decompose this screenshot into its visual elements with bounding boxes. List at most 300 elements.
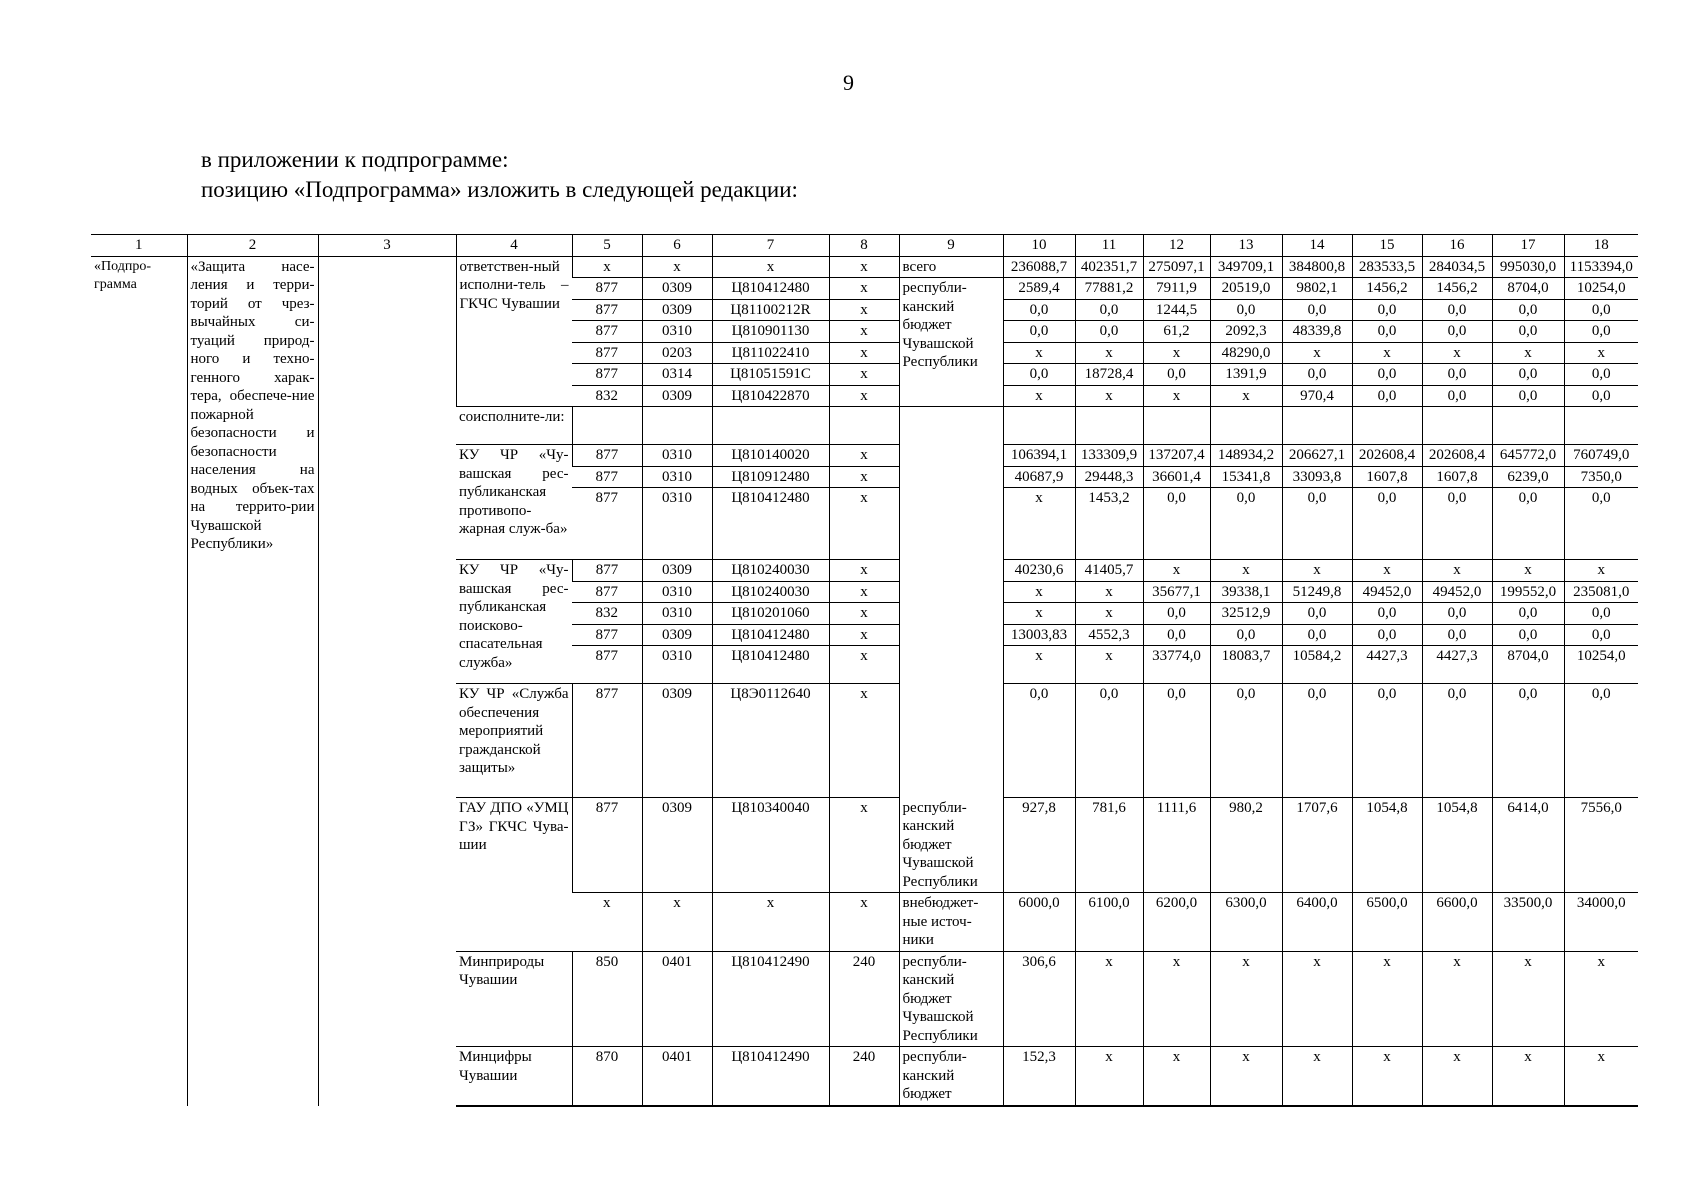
amount-cell: 202608,4 bbox=[1422, 445, 1492, 467]
amount-cell: 8704,0 bbox=[1492, 646, 1564, 684]
amount-cell: х bbox=[1422, 1047, 1492, 1106]
amount-cell: 20519,0 bbox=[1210, 278, 1282, 300]
amount-cell: 0,0 bbox=[1352, 299, 1422, 321]
amount-cell: 15341,8 bbox=[1210, 466, 1282, 488]
code-cell: х bbox=[572, 256, 642, 278]
amount-cell: 10584,2 bbox=[1282, 646, 1352, 684]
amount-cell: х bbox=[1003, 603, 1075, 625]
amount-cell: 49452,0 bbox=[1422, 581, 1492, 603]
code-cell: 0309 bbox=[642, 624, 712, 646]
amount-cell: х bbox=[1352, 951, 1422, 1047]
amount-cell: х bbox=[1282, 951, 1352, 1047]
code-cell: 877 bbox=[572, 299, 642, 321]
amount-cell: 133309,9 bbox=[1075, 445, 1143, 467]
table-cell bbox=[1564, 407, 1638, 445]
amount-cell: 0,0 bbox=[1492, 299, 1564, 321]
code-cell: Ц810901130 bbox=[712, 321, 829, 343]
amount-cell: 0,0 bbox=[1282, 488, 1352, 560]
code-cell: Ц811022410 bbox=[712, 342, 829, 364]
code-cell: х bbox=[829, 798, 899, 893]
amount-cell: 0,0 bbox=[1564, 624, 1638, 646]
table-cell bbox=[1422, 407, 1492, 445]
code-cell: 877 bbox=[572, 798, 642, 893]
header-cell: 17 bbox=[1492, 235, 1564, 257]
code-cell: х bbox=[829, 646, 899, 684]
amount-cell: 0,0 bbox=[1422, 488, 1492, 560]
intro-line-2: позицию «Подпрограмма» изложить в следующей редакции: bbox=[201, 177, 798, 202]
amount-cell: х bbox=[1210, 560, 1282, 582]
amount-cell: 0,0 bbox=[1492, 624, 1564, 646]
amount-cell: 0,0 bbox=[1210, 624, 1282, 646]
code-cell: Ц8Э0112640 bbox=[712, 684, 829, 798]
amount-cell: 106394,1 bbox=[1003, 445, 1075, 467]
amount-cell: 306,6 bbox=[1003, 951, 1075, 1047]
funding-source: всего bbox=[899, 256, 1003, 278]
header-cell: 15 bbox=[1352, 235, 1422, 257]
amount-cell: 48290,0 bbox=[1210, 342, 1282, 364]
amount-cell: 283533,5 bbox=[1352, 256, 1422, 278]
executor-fire-service: КУ ЧР «Чу-вашская рес-публиканская противопо-жарная служ-ба» bbox=[456, 445, 572, 560]
amount-cell: 0,0 bbox=[1422, 624, 1492, 646]
amount-cell: 0,0 bbox=[1352, 684, 1422, 798]
amount-cell: х bbox=[1282, 1047, 1352, 1106]
amount-cell: 0,0 bbox=[1422, 299, 1492, 321]
table-cell bbox=[642, 407, 712, 445]
table-cell bbox=[1075, 407, 1143, 445]
amount-cell: 0,0 bbox=[1422, 385, 1492, 407]
amount-cell: 236088,7 bbox=[1003, 256, 1075, 278]
amount-cell: 0,0 bbox=[1352, 321, 1422, 343]
table-cell bbox=[829, 407, 899, 445]
code-cell: Ц81051591С bbox=[712, 364, 829, 386]
amount-cell: 970,4 bbox=[1282, 385, 1352, 407]
amount-cell: 7350,0 bbox=[1564, 466, 1638, 488]
amount-cell: 40687,9 bbox=[1003, 466, 1075, 488]
code-cell: Ц810412480 bbox=[712, 624, 829, 646]
funding-source: республи-канский бюджет Чувашской Республики bbox=[899, 798, 1003, 893]
code-cell: х bbox=[572, 893, 642, 952]
amount-cell: 7911,9 bbox=[1143, 278, 1210, 300]
code-cell: х bbox=[829, 445, 899, 467]
amount-cell: х bbox=[1003, 488, 1075, 560]
amount-cell: 0,0 bbox=[1492, 385, 1564, 407]
amount-cell: 0,0 bbox=[1003, 299, 1075, 321]
code-cell: 877 bbox=[572, 581, 642, 603]
header-cell: 16 bbox=[1422, 235, 1492, 257]
code-cell: 870 bbox=[572, 1047, 642, 1106]
code-cell: Ц810412480 bbox=[712, 646, 829, 684]
amount-cell: 2092,3 bbox=[1210, 321, 1282, 343]
amount-cell: 41405,7 bbox=[1075, 560, 1143, 582]
amount-cell: х bbox=[1075, 342, 1143, 364]
amount-cell: 29448,3 bbox=[1075, 466, 1143, 488]
amount-cell: 0,0 bbox=[1564, 385, 1638, 407]
amount-cell: 0,0 bbox=[1564, 299, 1638, 321]
executor-training-center: ГАУ ДПО «УМЦ ГЗ» ГКЧС Чува-шии bbox=[456, 798, 572, 952]
header-cell: 13 bbox=[1210, 235, 1282, 257]
amount-cell: 0,0 bbox=[1282, 299, 1352, 321]
code-cell: Ц810422870 bbox=[712, 385, 829, 407]
amount-cell: 1054,8 bbox=[1352, 798, 1422, 893]
table-cell bbox=[1143, 407, 1210, 445]
header-cell: 6 bbox=[642, 235, 712, 257]
amount-cell: 0,0 bbox=[1492, 488, 1564, 560]
amount-cell: 6200,0 bbox=[1143, 893, 1210, 952]
amount-cell: 0,0 bbox=[1282, 603, 1352, 625]
amount-cell: 0,0 bbox=[1352, 364, 1422, 386]
amount-cell: 0,0 bbox=[1492, 364, 1564, 386]
code-cell: х bbox=[829, 299, 899, 321]
amount-cell: х bbox=[1003, 646, 1075, 684]
code-cell: 877 bbox=[572, 684, 642, 798]
executor-mincifry: Минцифры Чувашии bbox=[456, 1047, 572, 1106]
amount-cell: 0,0 bbox=[1352, 385, 1422, 407]
amount-cell: 51249,8 bbox=[1282, 581, 1352, 603]
amount-cell: 33774,0 bbox=[1143, 646, 1210, 684]
amount-cell: 2589,4 bbox=[1003, 278, 1075, 300]
amount-cell: 0,0 bbox=[1282, 684, 1352, 798]
amount-cell: 284034,5 bbox=[1422, 256, 1492, 278]
amount-cell: 148934,2 bbox=[1210, 445, 1282, 467]
amount-cell: 0,0 bbox=[1422, 603, 1492, 625]
header-cell: 18 bbox=[1564, 235, 1638, 257]
code-cell: 0310 bbox=[642, 321, 712, 343]
amount-cell: 1153394,0 bbox=[1564, 256, 1638, 278]
amount-cell: 0,0 bbox=[1422, 364, 1492, 386]
code-cell: 0401 bbox=[642, 951, 712, 1047]
amount-cell: х bbox=[1492, 1047, 1564, 1106]
amount-cell: 0,0 bbox=[1143, 364, 1210, 386]
amount-cell: х bbox=[1075, 581, 1143, 603]
amount-cell: 33500,0 bbox=[1492, 893, 1564, 952]
amount-cell: 0,0 bbox=[1143, 624, 1210, 646]
amount-cell: 137207,4 bbox=[1143, 445, 1210, 467]
amount-cell: 0,0 bbox=[1564, 364, 1638, 386]
subprogram-name: «Защита насе-ления и терри-торий от чрез-вычайных си-туаций природ-ного и техно-генного харак-тера, обеспече-ние пожарной безопасности и безопасности населения на водных объек-тах на террито-рии Чувашской Республики» bbox=[187, 256, 318, 1106]
code-cell: х bbox=[829, 581, 899, 603]
intro-line-1: в приложении к подпрограмме: bbox=[201, 147, 509, 172]
amount-cell: 0,0 bbox=[1564, 321, 1638, 343]
code-cell: 0309 bbox=[642, 278, 712, 300]
code-cell: 0310 bbox=[642, 603, 712, 625]
amount-cell: 1707,6 bbox=[1282, 798, 1352, 893]
amount-cell: 10254,0 bbox=[1564, 646, 1638, 684]
amount-cell: 6300,0 bbox=[1210, 893, 1282, 952]
table-cell bbox=[1210, 407, 1282, 445]
amount-cell: 18728,4 bbox=[1075, 364, 1143, 386]
header-cell: 9 bbox=[899, 235, 1003, 257]
code-cell: 240 bbox=[829, 1047, 899, 1106]
amount-cell: х bbox=[1143, 385, 1210, 407]
code-cell: 877 bbox=[572, 488, 642, 560]
amount-cell: х bbox=[1564, 560, 1638, 582]
code-cell: 877 bbox=[572, 445, 642, 467]
amount-cell: 34000,0 bbox=[1564, 893, 1638, 952]
subprogram-label: «Подпро-грамма bbox=[94, 258, 151, 292]
code-cell: Ц810412490 bbox=[712, 951, 829, 1047]
code-cell: х bbox=[712, 256, 829, 278]
code-cell: х bbox=[829, 560, 899, 582]
table-cell bbox=[712, 407, 829, 445]
code-cell: 0310 bbox=[642, 646, 712, 684]
code-cell: х bbox=[829, 488, 899, 560]
amount-cell: 0,0 bbox=[1564, 684, 1638, 798]
amount-cell: 199552,0 bbox=[1492, 581, 1564, 603]
table-cell bbox=[1352, 407, 1422, 445]
code-cell: 0310 bbox=[642, 466, 712, 488]
amount-cell: 1456,2 bbox=[1352, 278, 1422, 300]
amount-cell: х bbox=[1210, 951, 1282, 1047]
amount-cell: 0,0 bbox=[1492, 603, 1564, 625]
executor-rescue-service: КУ ЧР «Чу-вашская рес-публиканская поисково-спасательная служба» bbox=[456, 560, 572, 684]
amount-cell: 39338,1 bbox=[1210, 581, 1282, 603]
amount-cell: 1453,2 bbox=[1075, 488, 1143, 560]
amount-cell: 0,0 bbox=[1003, 684, 1075, 798]
amount-cell: 6100,0 bbox=[1075, 893, 1143, 952]
code-cell: 877 bbox=[572, 321, 642, 343]
amount-cell: х bbox=[1282, 560, 1352, 582]
funding-source: республи-канский бюджет Чувашской Республики bbox=[899, 278, 1003, 407]
header-cell: 4 bbox=[456, 235, 572, 257]
amount-cell: х bbox=[1564, 951, 1638, 1047]
amount-cell: 0,0 bbox=[1075, 684, 1143, 798]
amount-cell: 48339,8 bbox=[1282, 321, 1352, 343]
executor-civil-defense: КУ ЧР «Служба обеспечения мероприятий гражданской защиты» bbox=[456, 684, 572, 798]
header-cell: 5 bbox=[572, 235, 642, 257]
amount-cell: 152,3 bbox=[1003, 1047, 1075, 1106]
code-cell: х bbox=[829, 278, 899, 300]
amount-cell: 10254,0 bbox=[1564, 278, 1638, 300]
code-cell: х bbox=[829, 684, 899, 798]
coexecutors-label: соисполните-ли: bbox=[456, 407, 572, 445]
code-cell: Ц810412490 bbox=[712, 1047, 829, 1106]
header-cell: 3 bbox=[318, 235, 456, 257]
amount-cell: х bbox=[1210, 385, 1282, 407]
amount-cell: х bbox=[1003, 385, 1075, 407]
table-cell bbox=[1003, 407, 1075, 445]
amount-cell: 1244,5 bbox=[1143, 299, 1210, 321]
amount-cell: 32512,9 bbox=[1210, 603, 1282, 625]
amount-cell: 6400,0 bbox=[1282, 893, 1352, 952]
code-cell: Ц810240030 bbox=[712, 560, 829, 582]
amount-cell: 4427,3 bbox=[1352, 646, 1422, 684]
amount-cell: х bbox=[1143, 560, 1210, 582]
amount-cell: 0,0 bbox=[1143, 603, 1210, 625]
table-row bbox=[91, 256, 1638, 278]
amount-cell: 349709,1 bbox=[1210, 256, 1282, 278]
amount-cell: 1607,8 bbox=[1422, 466, 1492, 488]
code-cell: х bbox=[829, 624, 899, 646]
amount-cell: 9802,1 bbox=[1282, 278, 1352, 300]
amount-cell: 7556,0 bbox=[1564, 798, 1638, 893]
amount-cell: х bbox=[1075, 385, 1143, 407]
subprogram-table bbox=[91, 234, 1638, 1107]
amount-cell: 0,0 bbox=[1075, 299, 1143, 321]
funding-source: внебюджет-ные источ-ники bbox=[899, 893, 1003, 952]
amount-cell: 33093,8 bbox=[1282, 466, 1352, 488]
amount-cell: 0,0 bbox=[1003, 321, 1075, 343]
amount-cell: 13003,83 bbox=[1003, 624, 1075, 646]
code-cell: Ц81100212R bbox=[712, 299, 829, 321]
amount-cell: 6000,0 bbox=[1003, 893, 1075, 952]
code-cell: 877 bbox=[572, 364, 642, 386]
code-cell: 877 bbox=[572, 646, 642, 684]
code-cell: Ц810412480 bbox=[712, 278, 829, 300]
code-cell: 0309 bbox=[642, 560, 712, 582]
header-cell: 2 bbox=[187, 235, 318, 257]
code-cell: х bbox=[829, 385, 899, 407]
amount-cell: 235081,0 bbox=[1564, 581, 1638, 603]
amount-cell: 4552,3 bbox=[1075, 624, 1143, 646]
amount-cell: х bbox=[1003, 581, 1075, 603]
executor-minpriroda: Минприроды Чувашии bbox=[456, 951, 572, 1047]
amount-cell: х bbox=[1422, 342, 1492, 364]
amount-cell: 0,0 bbox=[1210, 299, 1282, 321]
header-row bbox=[91, 235, 1638, 257]
header-cell: 14 bbox=[1282, 235, 1352, 257]
amount-cell: 1607,8 bbox=[1352, 466, 1422, 488]
amount-cell: 1054,8 bbox=[1422, 798, 1492, 893]
amount-cell: х bbox=[1143, 951, 1210, 1047]
amount-cell: 0,0 bbox=[1143, 488, 1210, 560]
amount-cell: 1391,9 bbox=[1210, 364, 1282, 386]
amount-cell: 35677,1 bbox=[1143, 581, 1210, 603]
amount-cell: х bbox=[1492, 951, 1564, 1047]
amount-cell: 0,0 bbox=[1075, 321, 1143, 343]
header-cell: 8 bbox=[829, 235, 899, 257]
code-cell: 850 bbox=[572, 951, 642, 1047]
code-cell: 0401 bbox=[642, 1047, 712, 1106]
table-cell bbox=[899, 407, 1003, 798]
code-cell: 0310 bbox=[642, 581, 712, 603]
code-cell: 832 bbox=[572, 385, 642, 407]
amount-cell: х bbox=[1352, 1047, 1422, 1106]
amount-cell: 6500,0 bbox=[1352, 893, 1422, 952]
amount-cell: 0,0 bbox=[1003, 364, 1075, 386]
amount-cell: х bbox=[1492, 342, 1564, 364]
amount-cell: х bbox=[1143, 342, 1210, 364]
amount-cell: 0,0 bbox=[1352, 488, 1422, 560]
code-cell: Ц810340040 bbox=[712, 798, 829, 893]
code-cell: 0310 bbox=[642, 445, 712, 467]
amount-cell: 402351,7 bbox=[1075, 256, 1143, 278]
amount-cell: 384800,8 bbox=[1282, 256, 1352, 278]
amount-cell: 4427,3 bbox=[1422, 646, 1492, 684]
table-cell bbox=[1282, 407, 1352, 445]
intro-text bbox=[201, 145, 798, 205]
amount-cell: 0,0 bbox=[1564, 603, 1638, 625]
funding-source: республи-канский бюджет Чувашской Республики bbox=[899, 951, 1003, 1047]
code-cell: х bbox=[712, 893, 829, 952]
amount-cell: 781,6 bbox=[1075, 798, 1143, 893]
code-cell: 0309 bbox=[642, 299, 712, 321]
amount-cell: х bbox=[1564, 1047, 1638, 1106]
amount-cell: х bbox=[1075, 603, 1143, 625]
header-cell: 1 bbox=[91, 235, 187, 257]
empty-col3 bbox=[318, 256, 456, 1106]
amount-cell: 6239,0 bbox=[1492, 466, 1564, 488]
amount-cell: х bbox=[1422, 560, 1492, 582]
amount-cell: 645772,0 bbox=[1492, 445, 1564, 467]
page-number: 9 bbox=[843, 70, 854, 95]
code-cell: х bbox=[829, 256, 899, 278]
code-cell: Ц810201060 bbox=[712, 603, 829, 625]
code-cell: 0314 bbox=[642, 364, 712, 386]
amount-cell: 202608,4 bbox=[1352, 445, 1422, 467]
amount-cell: 0,0 bbox=[1352, 624, 1422, 646]
amount-cell: 18083,7 bbox=[1210, 646, 1282, 684]
code-cell: 877 bbox=[572, 466, 642, 488]
amount-cell: х bbox=[1210, 1047, 1282, 1106]
amount-cell: х bbox=[1143, 1047, 1210, 1106]
code-cell: 877 bbox=[572, 278, 642, 300]
amount-cell: 275097,1 bbox=[1143, 256, 1210, 278]
code-cell: 240 bbox=[829, 951, 899, 1047]
amount-cell: 6600,0 bbox=[1422, 893, 1492, 952]
amount-cell: 61,2 bbox=[1143, 321, 1210, 343]
code-cell: х bbox=[642, 893, 712, 952]
amount-cell: 36601,4 bbox=[1143, 466, 1210, 488]
amount-cell: 0,0 bbox=[1564, 488, 1638, 560]
amount-cell: 206627,1 bbox=[1282, 445, 1352, 467]
code-cell: 0309 bbox=[642, 385, 712, 407]
amount-cell: 0,0 bbox=[1492, 321, 1564, 343]
code-cell: Ц810140020 bbox=[712, 445, 829, 467]
code-cell: 877 bbox=[572, 560, 642, 582]
funding-source: республи-канский бюджет bbox=[899, 1047, 1003, 1106]
code-cell: х bbox=[829, 466, 899, 488]
amount-cell: 0,0 bbox=[1352, 603, 1422, 625]
amount-cell: х bbox=[1282, 342, 1352, 364]
code-cell: 0203 bbox=[642, 342, 712, 364]
header-cell: 7 bbox=[712, 235, 829, 257]
code-cell: х bbox=[829, 603, 899, 625]
header-cell: 11 bbox=[1075, 235, 1143, 257]
amount-cell: 1111,6 bbox=[1143, 798, 1210, 893]
code-cell: Ц810412480 bbox=[712, 488, 829, 560]
code-cell: х bbox=[642, 256, 712, 278]
amount-cell: 0,0 bbox=[1492, 684, 1564, 798]
table-cell bbox=[572, 407, 642, 445]
amount-cell: х bbox=[1075, 1047, 1143, 1106]
amount-cell: 0,0 bbox=[1282, 364, 1352, 386]
amount-cell: 6414,0 bbox=[1492, 798, 1564, 893]
header-cell: 10 bbox=[1003, 235, 1075, 257]
amount-cell: х bbox=[1352, 560, 1422, 582]
amount-cell: х bbox=[1422, 951, 1492, 1047]
amount-cell: 760749,0 bbox=[1564, 445, 1638, 467]
amount-cell: 0,0 bbox=[1282, 624, 1352, 646]
code-cell: 0309 bbox=[642, 684, 712, 798]
code-cell: 832 bbox=[572, 603, 642, 625]
amount-cell: 1456,2 bbox=[1422, 278, 1492, 300]
code-cell: х bbox=[829, 342, 899, 364]
header-cell: 12 bbox=[1143, 235, 1210, 257]
responsible-executor: ответствен-ный исполни-тель – ГКЧС Чувашии bbox=[456, 256, 572, 407]
code-cell: х bbox=[829, 321, 899, 343]
amount-cell: 0,0 bbox=[1422, 321, 1492, 343]
amount-cell: 0,0 bbox=[1210, 488, 1282, 560]
code-cell: Ц810912480 bbox=[712, 466, 829, 488]
amount-cell: х bbox=[1075, 646, 1143, 684]
amount-cell: 927,8 bbox=[1003, 798, 1075, 893]
code-cell: х bbox=[829, 364, 899, 386]
amount-cell: 0,0 bbox=[1210, 684, 1282, 798]
amount-cell: х bbox=[1492, 560, 1564, 582]
code-cell: 0309 bbox=[642, 798, 712, 893]
code-cell: Ц810240030 bbox=[712, 581, 829, 603]
amount-cell: 0,0 bbox=[1143, 684, 1210, 798]
